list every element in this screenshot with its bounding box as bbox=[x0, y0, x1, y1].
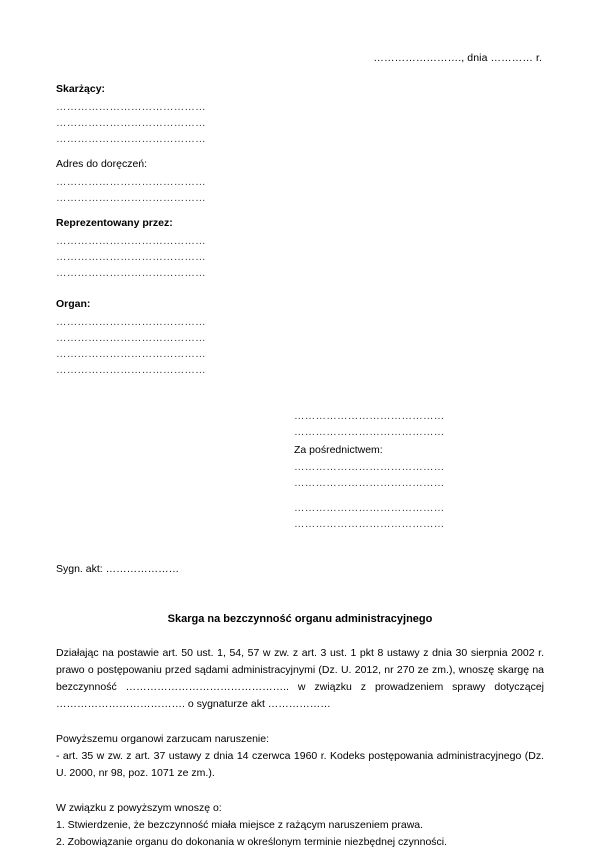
dateline: ……………………., dnia ………… r. bbox=[373, 52, 542, 64]
represented-by-label: Reprezentowany przez: bbox=[56, 217, 173, 230]
request-item-1: 1. Stwierdzenie, że bezczynność miała miejsce z rażącym naruszeniem prawa. bbox=[56, 819, 424, 832]
authority-line-4: …………………………………… bbox=[56, 364, 206, 377]
allegations-text: - art. 35 w zw. z art. 37 ustawy z dnia 14 czerwca 1960 r. Kodeks postępowania administracyjnego (Dz. U. 2000, nr 98, poz. 1071 ze zm.). bbox=[56, 750, 544, 780]
court-line-5: …………………………………… bbox=[294, 502, 445, 515]
paragraph-legal-basis: Działając na postawie art. 50 ust. 1, 54, 57 w zw. z art. 3 ust. 1 pkt 8 ustawy z dnia 30 sierpnia 2002 r. prawo o postępowaniu przed sądami administracyjnymi (Dz. U. 2012, nr 270 ze zm.), wnoszę skargę na bezczynność ……………………………………….. w związku z prowadzeniem sprawy dotyczącej ………………………………. o sygnaturze akt ……………… bbox=[56, 647, 544, 711]
via-label: Za pośrednictwem: bbox=[294, 444, 383, 457]
court-block bbox=[294, 409, 544, 533]
case-number: Sygn. akt: ………………… bbox=[56, 563, 180, 576]
allegations-heading: Powyższemu organowi zarzucam naruszenie: bbox=[56, 733, 270, 746]
request-item-2: 2. Zobowiązanie organu do dokonania w określonym terminie niezbędnej czynności. bbox=[56, 836, 448, 849]
complainant-line-1: …………………………………… bbox=[56, 101, 206, 114]
complainant-line-2: …………………………………… bbox=[56, 117, 206, 130]
court-line-3: …………………………………… bbox=[294, 461, 445, 474]
court-line-2: …………………………………… bbox=[294, 426, 445, 439]
authority-label: Organ: bbox=[56, 298, 91, 311]
represented-by-line-1: …………………………………… bbox=[56, 235, 206, 248]
court-line-6: …………………………………… bbox=[294, 518, 445, 531]
delivery-address-label: Adres do doręczeń: bbox=[56, 158, 148, 171]
authority-line-3: …………………………………… bbox=[56, 348, 206, 361]
allegations-block bbox=[56, 731, 544, 782]
delivery-address-line-2: …………………………………… bbox=[56, 192, 206, 205]
document-title: Skarga na bezczynność organu administracyjnego bbox=[167, 613, 433, 626]
delivery-address-line-1: …………………………………… bbox=[56, 176, 206, 189]
represented-by-block bbox=[56, 216, 544, 282]
complainant-label: Skarżący: bbox=[56, 83, 106, 95]
spacer bbox=[294, 492, 544, 501]
represented-by-line-3: …………………………………… bbox=[56, 267, 206, 280]
authority-line-1: …………………………………… bbox=[56, 316, 206, 329]
court-line-1: …………………………………… bbox=[294, 410, 445, 423]
spacer bbox=[56, 282, 544, 297]
spacer bbox=[56, 207, 544, 216]
complainant-block bbox=[56, 82, 544, 148]
court-line-4: …………………………………… bbox=[294, 477, 445, 490]
spacer bbox=[56, 148, 544, 157]
authority-line-2: …………………………………… bbox=[56, 332, 206, 345]
complainant-line-3: …………………………………… bbox=[56, 133, 206, 146]
represented-by-line-2: …………………………………… bbox=[56, 251, 206, 264]
requests-block bbox=[56, 800, 544, 851]
delivery-address-block bbox=[56, 157, 544, 207]
requests-heading: W związku z powyższym wnoszę o: bbox=[56, 802, 222, 815]
authority-block bbox=[56, 297, 544, 379]
